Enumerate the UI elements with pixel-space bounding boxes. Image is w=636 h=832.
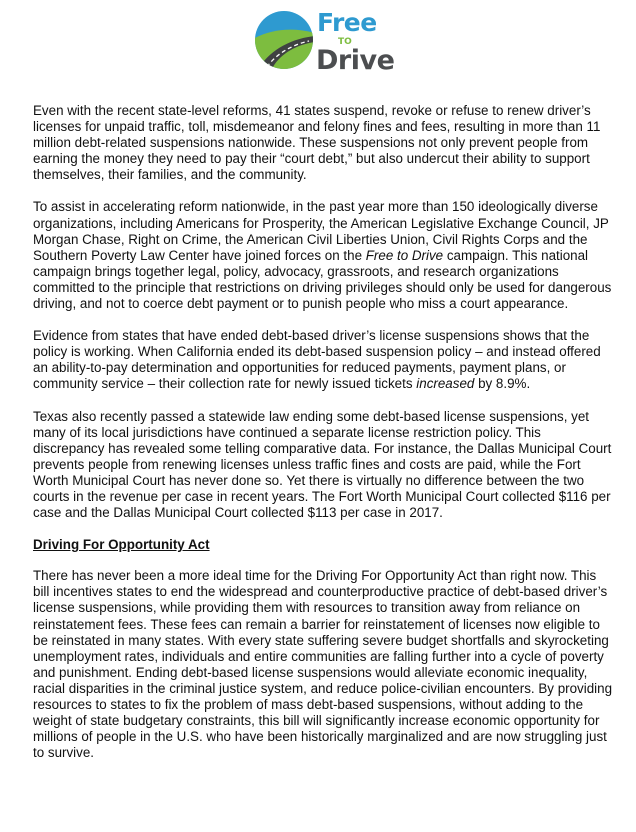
road-circle-icon [253, 9, 315, 71]
document-body [33, 103, 615, 777]
logo-word-free: Free [317, 8, 377, 37]
campaign-name: Free to Drive [365, 247, 444, 263]
logo-word-to: TO [338, 37, 352, 47]
emphasis-increased: increased [416, 376, 475, 392]
paragraph-texas-comparison: Texas also recently passed a statewide law ending some debt-based license suspensions, yet many of its local jurisdictions have continued a separate license restriction policy. This discrepancy has revealed some telling comparative data. For instance, the Dallas Municipal Court prevents people from renewing licenses unless traffic fines and costs are paid, while the Fort Worth Municipal Court has never done so. Yet there is virtually no difference between the two courts in the revenue per case in recent years. The Fort Worth Municipal Court collected $116 per case and the Dallas Municipal Court collected $113 per case in 2017. [33, 408, 612, 521]
paragraph-campaign: To assist in accelerating reform nationwide, in the past year more than 150 ideologically diverse organizations, including Americans for Prosperity, the American Legislative Exchange Council, JP Morgan Chase, Right on Crime, the American Civil Liberties Union, Civil Rights Corps and the Southern Poverty Law Center have joined forces on the Free to Drive campaign. This national campaign brings together legal, policy, advocacy, grassroots, and research organizations committed to the principle that restrictions on driving privileges should only be used for dangerous driving, and not to coerce debt payment or to punish people who miss a court appearance. [33, 199, 612, 312]
section-heading: Driving For Opportunity Act [33, 537, 210, 553]
paragraph-act-description: There has never been a more ideal time for the Driving For Opportunity Act than right now. This bill incentives states to end the widespread and counterproductive practice of debt-based driver’s license suspensions, while providing them with resources to transition away from reliance on reinstatement fees. These fees can remain a barrier for reinstatement of licenses now eligible to be reinstated in many states. With every state suffering severe budget shortfalls and skyrocketing unemployment rates, individuals and entire communities are falling further into a cycle of poverty and punishment. Ending debt-based license suspensions would alleviate economic inequality, racial disparities in the criminal justice system, and reduce police-civilian encounters. By providing resources to states to fix the problem of mass debt-based suspensions, without adding to the weight of state budgetary constraints, this bill will significantly increase economic opportunity for millions of people in the U.S. who have been historically marginalized and are now struggling just to survive. [33, 568, 613, 761]
paragraph-california-evidence: Evidence from states that have ended debt-based driver’s license suspensions shows that the policy is working. When California ended its debt-based suspension policy – and instead offered an ability-to-pay determination and opportunities for reduced payments, payment plans, or community service – their collection rate for newly issued tickets increased by 8.9%. [33, 328, 601, 392]
free-to-drive-logo [253, 8, 395, 76]
logo-word-drive: Drive [316, 45, 395, 76]
paragraph-suspensions: Even with the recent state-level reforms, 41 states suspend, revoke or refuse to renew driver’s licenses for unpaid traffic, toll, misdemeanor and felony fines and fees, resulting in more than 11 million debt-related suspensions nationwide. These suspensions not only prevent people from earning the money they need to pay their “court debt,” but also undercut their ability to support themselves, their families, and the community. [33, 103, 601, 183]
